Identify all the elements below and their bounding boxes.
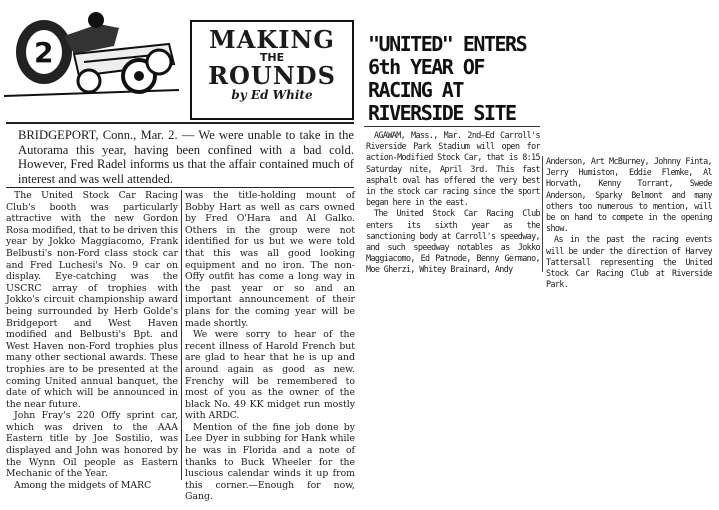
column-title-box bbox=[190, 20, 354, 120]
svg-text:2: 2 bbox=[34, 36, 54, 69]
lead-paragraph: BRIDGEPORT, Conn., Mar. 2. — We were unable to take in the Autorama this year, having been confined with a bad cold. However, Fred Radel informs us that the affair contained much of interest and was well attended. bbox=[18, 128, 354, 186]
paragraph: As in the past the racing events will be under the direction of Harvey Tattersall representing the United Stock Car Racing Club at Riverside Park. bbox=[546, 234, 712, 290]
right-column-2 bbox=[546, 156, 712, 290]
title-making: MAKING bbox=[209, 25, 335, 54]
headline-rule bbox=[364, 126, 540, 127]
paragraph: John Fray's 220 Offy sprint car, which was driven to the AAA Eastern title by Joe Sostilio, was displayed and John was honored by the Wynn Oil people as Eastern Mechanic of the Year. bbox=[6, 410, 178, 480]
paragraph: Anderson, Art McBurney, Johnny Finta, Jerry Humiston, Eddie Flemke, Al Horvath, Kenny Torrant, Swede Anderson, Sparky Belmont and many others too numerous to mention, will be on hand to compete in the opening show. bbox=[546, 156, 712, 234]
headline: "UNITED" ENTERS 6th YEAR OF RACING AT RIVERSIDE SITE bbox=[368, 32, 527, 125]
paragraph: We were sorry to hear of the recent illness of Harold French but are glad to hear that he is up and around again as good as new. Frenchy will be remembered to most of you as the owner of the black No. 49 KK midget run mostly with ARDC. bbox=[185, 329, 355, 422]
title-the: THE bbox=[259, 51, 285, 64]
race-car-illustration bbox=[4, 6, 179, 98]
lead-rule bbox=[6, 187, 354, 188]
left-column-1 bbox=[6, 190, 178, 491]
paragraph: AGAWAM, Mass., Mar. 2nd—Ed Carroll's Riverside Park Stadium will open for action-Modified Stock Car, that is 8:15 Saturday nite, April 3rd. This fast asphalt oval has offered the very best in the stock car racing since the sport began here in the east. bbox=[366, 130, 540, 208]
left-column-2 bbox=[185, 190, 355, 503]
title-rounds: ROUNDS bbox=[208, 61, 336, 90]
byline: by Ed White bbox=[231, 88, 313, 102]
top-rule bbox=[6, 122, 354, 124]
paragraph: was the title-holding mount of Bobby Hart as well as cars owned by Fred O'Hara and Al Galko. Others in the group were not identified for us but we were told that this was all good looking equipment and no iron. The non-Offy outfit has come a long way in the past year or so and an important announcement of their plans for the coming year will be made shortly. bbox=[185, 190, 355, 329]
paragraph: The United Stock Car Racing Club's booth was particularly attractive with the new Gordon Rosa modified, that to be driven this year by Jokko Maggiacomo, Frank Belbusti's non-Ford class stock car and Fred Luchesi's No. 9 car on display. Eye-catching was the USCRC array of trophies with Jokko's circuit championship award being surrounded by Herb Golde's Bridgeport and West Haven modified and Belbusti's Bpt. and West Haven non-Ford trophies plus many other sectional awards. These trophies are to be presented at the coming United annual banquet, the date of which will be announced in the near future. bbox=[6, 190, 178, 410]
paragraph: Among the midgets of MARC bbox=[14, 479, 152, 491]
column-divider bbox=[542, 156, 543, 272]
paragraph: Mention of the fine job done by Lee Dyer in subbing for Hank while he was in Florida and a note of thanks to Buck Wheeler for the luscious calendar winds it up from this corner.—Enough for now, Gang. bbox=[185, 421, 355, 503]
right-column-1 bbox=[366, 130, 540, 275]
paragraph: The United Stock Car Racing Club enters its sixth year as the sanctioning body at Carroll's speedway, and such speedway notables as Jokko Maggiacomo, Ed Patnode, Benny Germano, Moe Gherzi, Whitey Brainard, Andy bbox=[366, 208, 540, 275]
column-divider bbox=[181, 190, 182, 480]
